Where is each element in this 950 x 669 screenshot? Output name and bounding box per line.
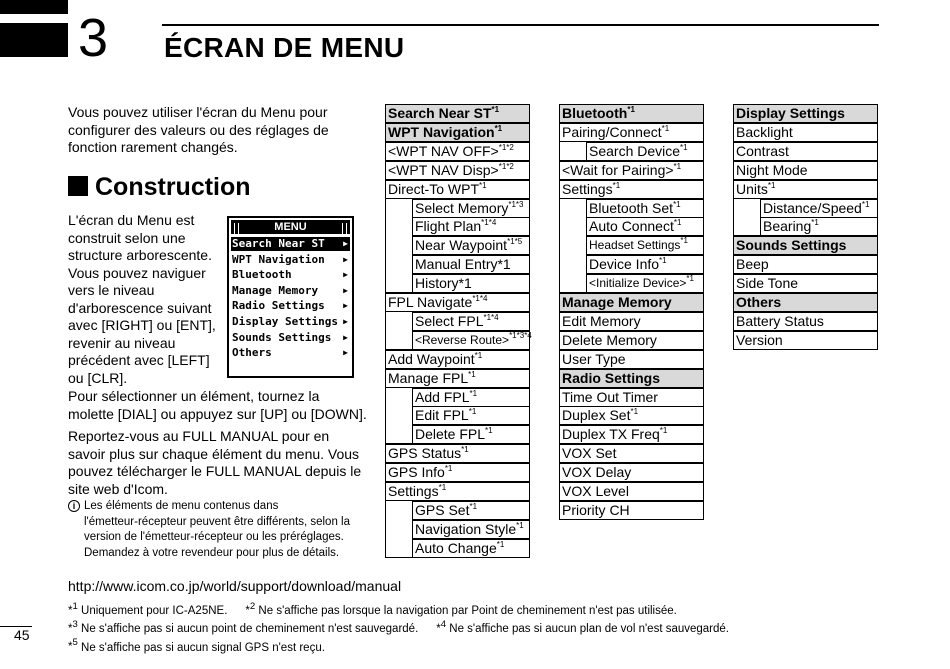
- footnote-5: Ne s'affiche pas si aucun signal GPS n'est reçu.: [81, 641, 325, 654]
- menu-tree-item: [559, 312, 704, 331]
- footnote-reference: *1: [491, 105, 500, 114]
- lcd-menu-title-text: MENU: [274, 221, 307, 233]
- lcd-menu-item[interactable]: [231, 315, 350, 329]
- menu-tree-item: [586, 199, 704, 218]
- menu-tree-item-label: FPL Navigate: [388, 294, 473, 310]
- menu-tree-item-label: WPT Navigation: [388, 123, 495, 140]
- menu-tree-item-label: Select Memory: [415, 199, 509, 216]
- menu-tree-item: [385, 463, 530, 482]
- menu-tree-item: [586, 142, 704, 161]
- menu-tree-item-label: <Wait for Pairing>: [562, 161, 674, 178]
- menu-tree-item: [559, 463, 704, 482]
- menu-tree-item: [385, 369, 530, 388]
- menu-tree-item: [412, 312, 530, 331]
- page-title: ÉCRAN DE MENU: [164, 32, 405, 63]
- menu-tree-item-label: Navigation Style: [415, 520, 517, 537]
- menu-tree-item: [733, 312, 878, 331]
- menu-tree-header: [559, 104, 704, 123]
- arrow-right-icon: ▶: [343, 270, 348, 280]
- menu-tree-item-label: Units: [736, 180, 768, 197]
- menu-tree-item: [412, 255, 530, 274]
- footnote-reference: *1: [680, 142, 688, 152]
- menu-tree-item-label: Side Tone: [736, 275, 799, 292]
- square-bullet-icon: [68, 176, 88, 196]
- menu-tree-item: [559, 425, 704, 444]
- footnotes: [68, 600, 729, 655]
- menu-tree-item: [412, 520, 530, 539]
- arrow-right-icon: ▶: [343, 285, 348, 295]
- footnote-reference: *1*5: [507, 237, 523, 247]
- info-icon: i: [68, 500, 80, 512]
- section-heading: [68, 172, 251, 202]
- footnote-reference: *1: [811, 218, 819, 228]
- lcd-menu-item-label: Bluetooth: [232, 268, 292, 282]
- footnote-reference: *1: [686, 274, 694, 284]
- footnote-reference: *1*4: [481, 218, 497, 228]
- menu-tree-item-label: Battery Status: [736, 312, 824, 329]
- menu-tree-item-label: Auto Change: [415, 539, 497, 556]
- menu-tree-header: [559, 369, 704, 388]
- footnote-reference: *1: [469, 388, 478, 398]
- lcd-menu-item[interactable]: [231, 284, 350, 298]
- arrow-right-icon: ▶: [343, 301, 348, 311]
- footnote-reference: *1: [630, 407, 639, 417]
- footnote-reference: *1: [468, 369, 476, 379]
- menu-tree-item: [559, 444, 704, 463]
- footnote-reference: *1: [673, 218, 682, 228]
- menu-tree-item-label: <Reverse Route>: [415, 332, 510, 347]
- tree-connector: [559, 142, 586, 161]
- lcd-menu-item-label: Manage Memory: [232, 283, 319, 297]
- menu-tree-item: [412, 217, 530, 236]
- menu-tree-item: [412, 199, 530, 218]
- lcd-scroll-left-icon: [234, 223, 239, 234]
- footnote-reference: *1: [680, 236, 688, 246]
- note-text: l'émetteur-récepteur peuvent être différents, selon la version de l'émetteur-récepteur ou les préréglages. Demandez à votre revendeur pour plus de détails.: [84, 515, 350, 559]
- footnote-4: Ne s'affiche pas si aucun plan de vol n'est sauvegardé.: [449, 623, 729, 636]
- menu-tree-item: [559, 388, 704, 407]
- tree-connector: [559, 199, 586, 294]
- menu-tree-item-label: <WPT NAV OFF>: [388, 142, 499, 159]
- menu-tree-item-label: Manage FPL: [388, 369, 469, 386]
- menu-tree-header: [733, 236, 878, 255]
- menu-tree-item: [412, 236, 530, 255]
- menu-tree-item-label: Select FPL: [415, 312, 484, 329]
- menu-tree-item-label: Edit FPL: [415, 407, 469, 424]
- footnote-marker: *$^2$: [245, 601, 256, 617]
- menu-tree-item: [559, 501, 704, 520]
- menu-tree-item-label: Auto Connect: [589, 218, 674, 235]
- menu-tree-item: [385, 350, 530, 369]
- menu-tree-item: [412, 331, 530, 350]
- lcd-menu-item-label: Radio Settings: [232, 299, 325, 313]
- menu-tree-item: [559, 180, 704, 199]
- menu-tree-item: [733, 123, 878, 142]
- menu-tree-item-label: Time Out Timer: [562, 388, 658, 405]
- menu-tree-item-label: <Initialize Device>: [589, 276, 687, 291]
- menu-tree-item-label: Pairing/Connect: [562, 123, 662, 140]
- menu-tree-item: [586, 255, 704, 274]
- chapter-tab-bar: [0, 23, 68, 57]
- tree-connector: [385, 312, 412, 350]
- menu-tree-item-label: History*1: [415, 275, 472, 292]
- menu-tree-item: [586, 236, 704, 255]
- tree-description: L'écran du Menu est construit selon une structure arborescente. Vous pouvez naviguer vers le niveau d'arborescence suivant avec [RIGHT] ou [ENT], revenir au niveau précédent avec [LEFT] ou [CLR].: [68, 212, 216, 386]
- menu-tree-item-label: VOX Level: [562, 483, 629, 499]
- menu-tree-item-label: Flight Plan: [415, 218, 482, 235]
- lcd-menu-screen: [227, 216, 354, 378]
- menu-tree-item-label: Edit Memory: [562, 312, 641, 329]
- menu-tree-header: [733, 293, 878, 312]
- menu-tree-item-label: Sounds Settings: [736, 237, 847, 254]
- footnote-1: Uniquement pour IC-A25NE.: [81, 604, 228, 617]
- footnote-reference: *1: [673, 161, 682, 171]
- download-url[interactable]: http://www.icom.co.jp/world/support/download/manual: [68, 578, 402, 594]
- menu-tree-item: [412, 539, 530, 558]
- arrow-right-icon: ▶: [343, 239, 348, 248]
- menu-tree-item-label: Manage Memory: [562, 294, 672, 310]
- menu-tree-item-label: Bluetooth: [562, 105, 628, 121]
- menu-tree-item: [559, 482, 704, 501]
- menu-tree-item-label: Search Near ST: [388, 105, 492, 121]
- footnote-reference: *1: [438, 483, 447, 492]
- manual-description: Reportez-vous au FULL MANUAL pour en savoir plus sur chaque élément du menu. Vous pouvez télécharger le FULL MANUAL depuis le site web d'Icom.: [68, 428, 362, 497]
- footnote-marker: *$^1$: [68, 601, 78, 617]
- menu-tree-item: [559, 331, 704, 350]
- menu-tree-item: [385, 444, 530, 463]
- menu-tree-item: [412, 274, 530, 293]
- footnote-reference: *1: [496, 539, 505, 549]
- menu-tree-item: [559, 350, 704, 369]
- select-description: Pour sélectionner un élément, tournez la molette [DIAL] ou appuyez sur [UP] ou [DOWN].: [68, 388, 367, 422]
- menu-tree-item-label: Settings: [388, 483, 439, 499]
- lcd-menu-item[interactable]: [231, 346, 350, 360]
- menu-tree-item-label: Delete FPL: [415, 426, 486, 443]
- tree-connector: [385, 199, 412, 294]
- menu-tree-item: [733, 180, 878, 199]
- menu-tree-item: [733, 142, 878, 161]
- tree-connector: [385, 388, 412, 445]
- menu-tree-item-label: GPS Set: [415, 501, 470, 518]
- intro-paragraph: Vous pouvez utiliser l'écran du Menu pour configurer des valeurs ou des réglages de fonction rarement changés.: [68, 104, 329, 155]
- menu-tree-item-label: Bluetooth Set: [589, 199, 674, 216]
- lcd-menu-item-label: WPT Navigation: [232, 252, 325, 266]
- arrow-right-icon: ▶: [343, 254, 348, 264]
- menu-tree-item: [733, 274, 878, 293]
- tree-connector: [733, 199, 760, 237]
- menu-tree-item-label: User Type: [562, 350, 626, 367]
- note-block: [68, 499, 368, 561]
- menu-tree-item-label: VOX Delay: [562, 464, 632, 481]
- menu-tree-item-label: Duplex Set: [562, 407, 631, 424]
- footnote-reference: *1: [767, 180, 776, 190]
- footnote-reference: *1: [474, 350, 483, 360]
- menu-tree-item-label: Search Device: [589, 142, 681, 159]
- menu-tree-item-label: GPS Status: [388, 445, 462, 462]
- footnote-reference: *1: [612, 180, 621, 190]
- menu-tree-item-label: VOX Set: [562, 445, 617, 462]
- menu-tree-item-label: Manual Entry*1: [415, 256, 511, 273]
- menu-tree-item-label: Distance/Speed: [763, 199, 862, 216]
- arrow-right-icon: ▶: [343, 332, 348, 342]
- menu-tree-item: [385, 482, 530, 501]
- footnote-reference: *1*4: [472, 294, 488, 303]
- menu-tree-item-label: Night Mode: [736, 161, 808, 178]
- menu-tree-item-label: <WPT NAV Disp>: [388, 161, 499, 178]
- chapter-number: 3: [78, 8, 109, 68]
- lcd-menu-item[interactable]: [231, 331, 350, 345]
- menu-tree-item: [559, 123, 704, 142]
- menu-tree-item-label: Version: [736, 331, 783, 348]
- menu-tree-item: [412, 406, 530, 425]
- tree-connector: [385, 501, 412, 558]
- footnote-marker: *$^4$: [436, 619, 447, 636]
- title-rule: [162, 24, 879, 26]
- menu-tree-item-label: Add FPL: [415, 388, 470, 405]
- footnote-marker: *$^3$: [68, 619, 78, 636]
- footnote-reference: *1*3: [508, 199, 524, 209]
- menu-tree-item: [559, 406, 704, 425]
- footnote-reference: *1: [469, 501, 478, 511]
- menu-tree-item-label: Bearing: [763, 218, 812, 235]
- menu-tree-item-label: GPS Info: [388, 464, 445, 481]
- footnote-reference: *1: [479, 180, 487, 190]
- menu-tree-item: [733, 161, 878, 180]
- menu-tree-item: [586, 217, 704, 236]
- menu-tree-item-label: Delete Memory: [562, 331, 657, 348]
- footnote-reference: *1: [659, 426, 668, 436]
- menu-tree-item-label: Headset Settings: [589, 238, 681, 253]
- menu-tree-item: [733, 255, 878, 274]
- menu-tree-header: [559, 293, 704, 312]
- arrow-right-icon: ▶: [343, 348, 348, 358]
- footnote-reference: *1: [627, 105, 635, 114]
- menu-tree-item: [760, 217, 878, 236]
- menu-tree-item: [586, 274, 704, 293]
- footnote-reference: *1: [494, 123, 503, 133]
- menu-tree-item-label: Priority CH: [562, 501, 630, 518]
- note-first-line: Les éléments de menu contenus dans: [84, 500, 279, 512]
- footnote-reference: *1: [661, 123, 670, 133]
- menu-tree-header: [385, 104, 530, 123]
- menu-tree-header: [385, 123, 530, 142]
- menu-tree-item: [385, 142, 530, 161]
- menu-tree-item-label: Radio Settings: [562, 369, 661, 386]
- menu-tree-item-label: Contrast: [736, 142, 789, 159]
- menu-tree-item-label: Direct-To WPT: [388, 180, 479, 197]
- footnote-reference: *1: [673, 199, 681, 209]
- footnote-reference: *1: [461, 445, 469, 455]
- menu-tree-item-label: Others: [736, 294, 782, 310]
- arrow-right-icon: ▶: [343, 317, 348, 326]
- menu-tree-item: [733, 331, 878, 350]
- lcd-menu-item[interactable]: [231, 299, 350, 313]
- lcd-menu-title: [231, 220, 350, 234]
- footnote-reference: *1*2: [498, 142, 514, 152]
- menu-tree-item-label: Beep: [736, 256, 769, 273]
- menu-tree-item: [412, 501, 530, 520]
- menu-tree-item-label: Device Info: [589, 256, 660, 273]
- menu-tree-item: [385, 180, 530, 199]
- footnote-reference: *1*3*4: [509, 330, 532, 340]
- footnote-reference: *1: [861, 199, 870, 209]
- menu-tree-item-label: Backlight: [736, 123, 793, 140]
- lcd-menu-item[interactable]: [231, 268, 350, 282]
- menu-tree-item: [412, 388, 530, 407]
- footnote-reference: *1: [444, 464, 453, 474]
- footnote-reference: *1: [468, 407, 477, 417]
- chapter-tab-bar-top: [0, 0, 68, 14]
- footnote-marker: *$^5$: [68, 637, 78, 654]
- footnote-reference: *1: [485, 426, 493, 436]
- menu-tree-item-label: Display Settings: [736, 105, 845, 121]
- lcd-scroll-right-icon: [342, 223, 347, 234]
- menu-tree-item: [385, 293, 530, 312]
- menu-tree-item: [412, 425, 530, 444]
- footnote-reference: *1*2: [498, 161, 514, 171]
- lcd-menu-item[interactable]: [231, 253, 350, 267]
- menu-tree-item-label: Near Waypoint: [415, 237, 508, 254]
- menu-tree-item-label: Add Waypoint: [388, 350, 475, 367]
- section-heading-text: Construction: [95, 173, 251, 201]
- lcd-menu-item-label: Others: [232, 346, 272, 360]
- menu-tree-item: [385, 161, 530, 180]
- footnote-3: Ne s'affiche pas si aucun point de cheminement n'est sauvegardé.: [81, 623, 419, 636]
- menu-tree-item-label: Settings: [562, 180, 613, 197]
- menu-tree-item: [559, 161, 704, 180]
- footnote-reference: *1: [516, 520, 524, 530]
- menu-tree-item: [760, 199, 878, 218]
- footnote-reference: *1: [659, 256, 667, 266]
- page-number: 45: [14, 627, 30, 643]
- lcd-menu-item[interactable]: [231, 237, 350, 251]
- lcd-menu-item-label: Search Near ST: [232, 237, 325, 250]
- footnote-2: Ne s'affiche pas lorsque la navigation par Point de cheminement n'est pas utilisée.: [258, 604, 677, 617]
- menu-tree-header: [733, 104, 878, 123]
- footnote-reference: *1*4: [483, 312, 499, 322]
- lcd-menu-item-label: Sounds Settings: [232, 330, 332, 344]
- menu-tree-item-label: Duplex TX Freq: [562, 426, 660, 443]
- lcd-menu-item-label: Display Settings: [232, 315, 338, 328]
